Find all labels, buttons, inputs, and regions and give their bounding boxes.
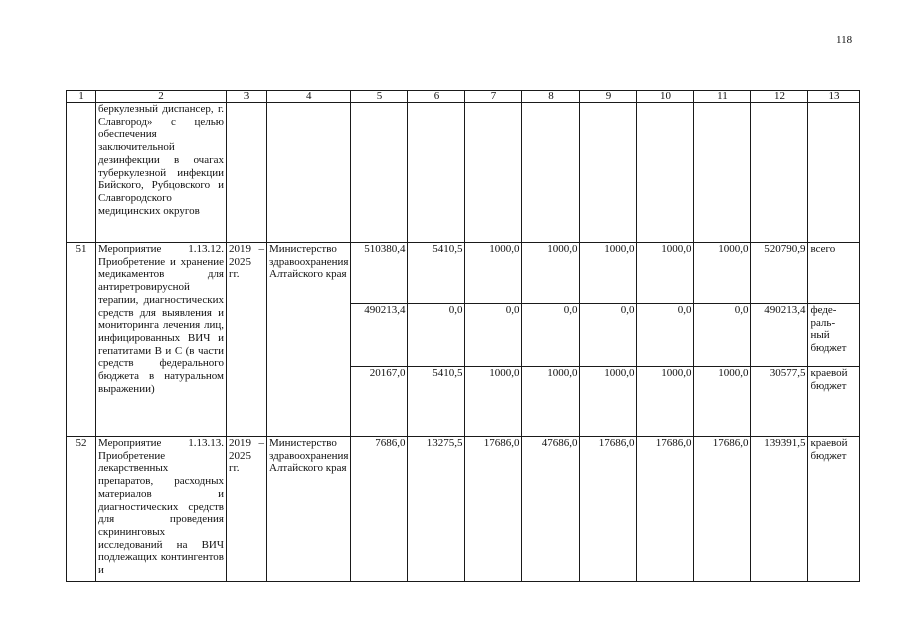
table-row-continuation [67, 103, 860, 243]
period-cell: 2019 – 2025 гг. [227, 437, 267, 582]
value-cell: 1000,0 [522, 367, 580, 437]
column-header: 10 [637, 91, 694, 103]
measure-description: Мероприятие 1.13.12. Приобретение и хранение медикаментов для антиретровирусной терапии, диагностических средств для выявления и мониторинга лечения лиц, инфицированных ВИЧ и гепатитами В и С (в части средств федерального бюджета в натуральном выражении) [96, 243, 227, 437]
table-row [67, 437, 860, 582]
column-header: 5 [351, 91, 408, 103]
value-cell: 1000,0 [465, 243, 522, 304]
value-cell: 7686,0 [351, 437, 408, 582]
funding-source: краевой бюджет [808, 367, 860, 437]
value-cell: 510380,4 [351, 243, 408, 304]
value-cell: 1000,0 [580, 243, 637, 304]
page-number: 118 [836, 34, 853, 46]
value-cell: 5410,5 [408, 243, 465, 304]
value-cell: 1000,0 [637, 367, 694, 437]
value-cell: 0,0 [694, 304, 751, 367]
period-cell: 2019 – 2025 гг. [227, 243, 267, 437]
value-cell: 5410,5 [408, 367, 465, 437]
value-cell: 17686,0 [465, 437, 522, 582]
column-header: 9 [580, 91, 637, 103]
value-cell: 17686,0 [637, 437, 694, 582]
column-header: 4 [267, 91, 351, 103]
table-row [67, 243, 860, 304]
budget-table [66, 90, 860, 582]
column-header: 11 [694, 91, 751, 103]
funding-source: феде- раль- ный бюджет [808, 304, 860, 367]
executor-cell: Министерство здравоохранения Алтайского края [267, 243, 351, 437]
column-header: 12 [751, 91, 808, 103]
column-header: 8 [522, 91, 580, 103]
table-header-row [67, 91, 860, 103]
value-cell: 490213,4 [751, 304, 808, 367]
column-header: 3 [227, 91, 267, 103]
measure-description: Мероприятие 1.13.13. Приобретение лекарственных препаратов, расходных материалов и диагностических средств для проведения скрининговых исследований на ВИЧ подлежащих контингентов и [96, 437, 227, 582]
row-number: 52 [67, 437, 96, 582]
value-cell: 0,0 [637, 304, 694, 367]
value-cell: 17686,0 [580, 437, 637, 582]
value-cell: 13275,5 [408, 437, 465, 582]
executor-cell: Министерство здравоохранения Алтайского края [267, 437, 351, 582]
value-cell: 1000,0 [465, 367, 522, 437]
value-cell: 1000,0 [522, 243, 580, 304]
column-header: 1 [67, 91, 96, 103]
row-number: 51 [67, 243, 96, 437]
value-cell: 20167,0 [351, 367, 408, 437]
value-cell: 17686,0 [694, 437, 751, 582]
value-cell: 520790,9 [751, 243, 808, 304]
value-cell: 1000,0 [580, 367, 637, 437]
value-cell: 490213,4 [351, 304, 408, 367]
value-cell: 1000,0 [694, 243, 751, 304]
column-header: 6 [408, 91, 465, 103]
column-header: 7 [465, 91, 522, 103]
value-cell: 30577,5 [751, 367, 808, 437]
value-cell: 0,0 [408, 304, 465, 367]
funding-source: краевой бюджет [808, 437, 860, 582]
funding-source: всего [808, 243, 860, 304]
value-cell: 139391,5 [751, 437, 808, 582]
column-header: 2 [96, 91, 227, 103]
value-cell: 1000,0 [694, 367, 751, 437]
value-cell: 0,0 [465, 304, 522, 367]
value-cell: 0,0 [580, 304, 637, 367]
column-header: 13 [808, 91, 860, 103]
value-cell: 47686,0 [522, 437, 580, 582]
measure-description: беркулезный диспансер, г. Славгород» с целью обеспечения заключительной дезинфекции в очагах туберкулезной инфекции Бийского, Рубцовского и Славгородского медицинских округов [96, 103, 227, 243]
value-cell: 0,0 [522, 304, 580, 367]
value-cell: 1000,0 [637, 243, 694, 304]
